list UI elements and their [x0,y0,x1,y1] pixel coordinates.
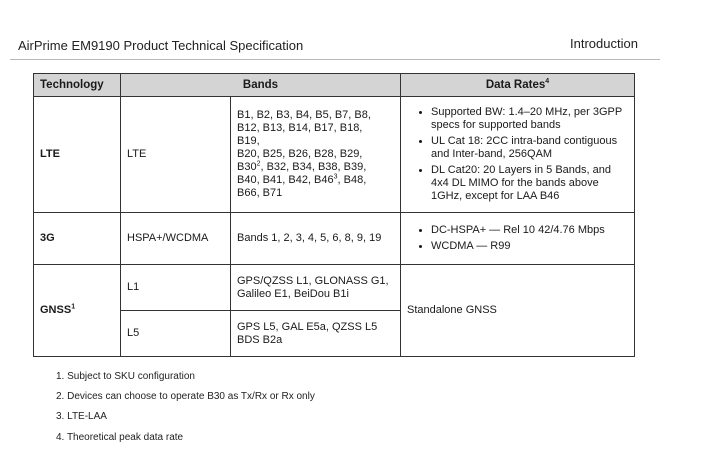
footnote-4: 4. Theoretical peak data rate [56,432,184,443]
footnote-1: 1. Subject to SKU configuration [56,371,195,382]
footnote-ref-4: 4 [545,77,550,85]
header-bands: Bands [121,74,401,97]
bands-l1: GPS/QZSS L1, GLONASS G1, Galileo E1, BeiDou B1i [231,265,401,311]
bands-3g: Bands 1, 2, 3, 4, 5, 6, 8, 9, 19 [231,213,401,265]
footnote-ref-1: 1 [71,303,76,311]
table-row-lte [34,97,635,213]
subtech-l5: L5 [121,311,231,357]
rates-gnss: Standalone GNSS [401,265,635,357]
document-title: AirPrime EM9190 Product Technical Specification [18,38,304,53]
rates-lte [401,97,635,213]
list-item: • WCDMA — R99 [431,240,628,253]
section-title: Introduction [570,36,638,51]
rates-3g [401,213,635,265]
list-item: • UL Cat 18: 2CC intra-band contiguous and Inter-band, 256QAM [431,135,628,161]
list-item: • DL Cat20: 20 Layers in 5 Bands, and 4x4 DL MIMO for the bands above 1GHz, except for LAA B46 [431,164,628,203]
subtech-3g: HSPA+/WCDMA [121,213,231,265]
bands-lte: B1, B2, B3, B4, B5, B7, B8, B12, B13, B14, B17, B18, B19, B20, B25, B26, B28, B29, $B30^2$, B32, B34, B38, B39, B40, B41, B42, $B46^3$, B48, B66, B71 [231,97,401,213]
tech-lte: LTE [34,97,121,213]
footnote-2: 2. Devices can choose to operate B30 as Tx/Rx or Rx only [56,391,315,402]
table-header-row [34,74,635,97]
header-divider [10,59,660,60]
subtech-l1: L1 [121,265,231,311]
table-row-gnss-l1 [34,265,635,311]
table-row-3g [34,213,635,265]
list-item: • DC-HSPA+ — Rel 10 42/4.76 Mbps [431,224,628,237]
tech-gnss: GNSS$^1$ [34,265,121,357]
footnote-3: 3. LTE-LAA [56,411,107,422]
subtech-lte: LTE [121,97,231,213]
list-item: • Supported BW: 1.4–20 MHz, per 3GPP specs for supported bands [431,106,628,132]
footnote-ref-2: 2 [256,160,261,168]
header-technology: Technology [34,74,121,97]
footnote-ref-3: 3 [333,173,338,181]
header-data-rates: Data Rates$^4$ [401,74,635,97]
spec-table [33,73,635,357]
tech-3g: 3G [34,213,121,265]
bands-l5: GPS L5, GAL E5a, QZSS L5 BDS B2a [231,311,401,357]
